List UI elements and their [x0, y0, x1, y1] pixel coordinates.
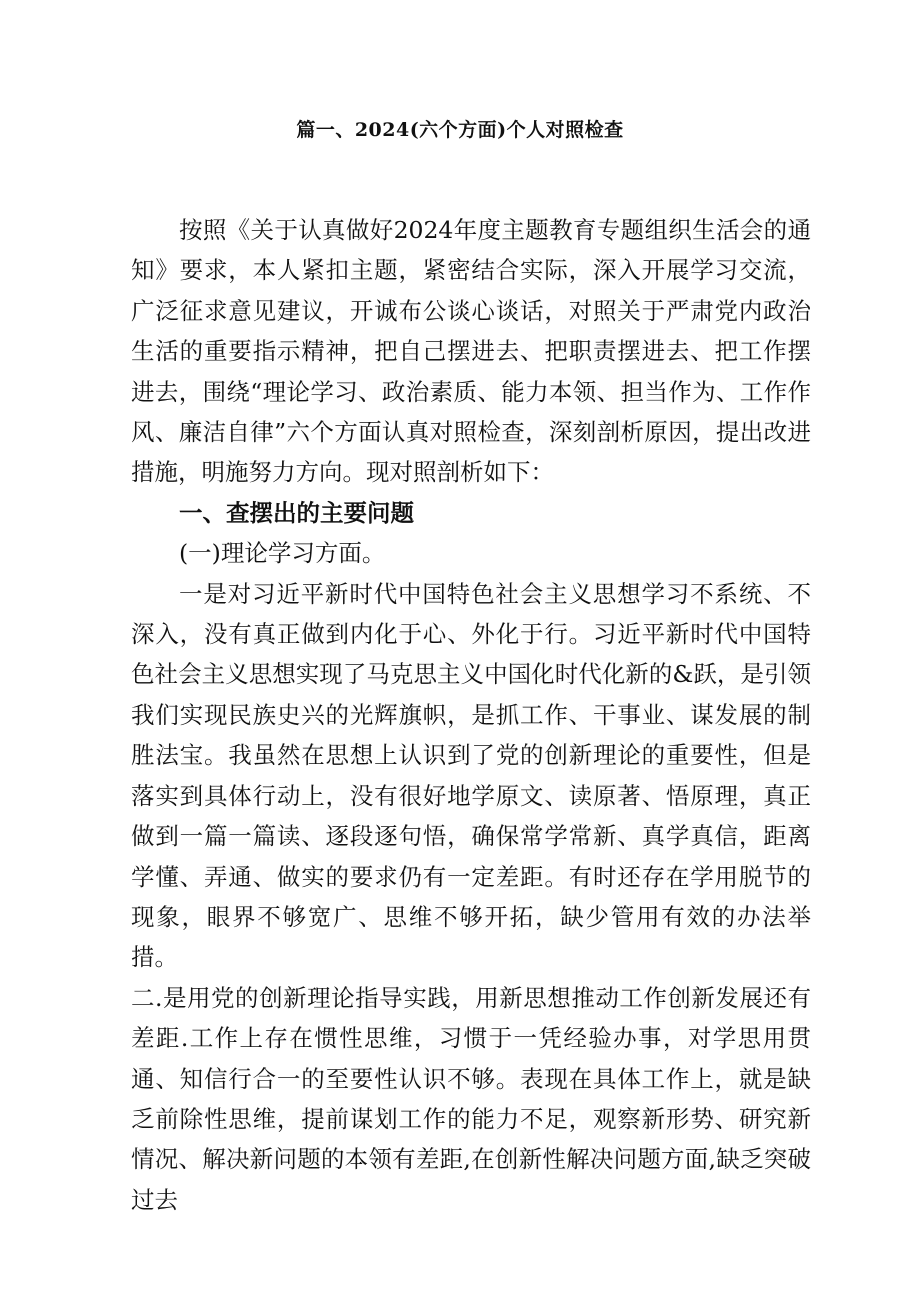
document-title: 篇一、2024(六个方面)个人对照检查	[296, 119, 624, 141]
section-heading: 一、查摆出的主要问题	[179, 498, 414, 527]
intro-paragraph: 按照《关于认真做好2024年度主题教育专题组织生活会的通知》要求，本人紧扣主题，紧密结合实际，深入开展学习交流，广泛征求意见建议，开诚布公谈心谈话，对照关于严肃党内政治生活的重要指示精神，把自己摆进去、把职责摆进去、把工作摆进去，围绕“理论学习、政治素质、能力本领、担当作为、工作作风、廉洁自律”六个方面认真对照检查，深刻剖析原因，提出改进措施，明施努力方向。现对照剖析如下：	[131, 216, 811, 487]
subsection-heading: (一)理论学习方面。	[179, 539, 386, 568]
body-paragraph-2: 二.是用党的创新理论指导实践，用新思想推动工作创新发展还有差距.工作上存在惯性思维，习惯于一凭经验办事，对学思用贯通、知信行合一的至要性认识不够。表现在具体工作上，就是缺乏前除性思维，提前谋划工作的能力不足，观察新形势、研究新情况、解决新问题的本领有差距,在创新性解决问题方面,缺乏突破过去	[131, 983, 811, 1214]
body-paragraph-1: 一是对习近平新时代中国特色社会主义思想学习不系统、不深入，没有真正做到内化于心、外化于行。习近平新时代中国特色社会主义思想实现了马克思主义中国化时代化新的&跃，是引领我们实现民族史兴的光辉旗帜，是抓工作、干事业、谋发展的制胜法宝。我虽然在思想上认识到了党的创新理论的重要性，但是落实到具体行动上，没有很好地学原文、读原著、悟原理，真正做到一篇一篇读、逐段逐句悟，确保常学常新、真学真信，距离学懂、弄通、做实的要求仍有一定差距。有时还存在学用脱节的现象，眼界不够宽广、思维不够开拓，缺少管用有效的办法举措。	[131, 579, 811, 972]
document-body	[131, 210, 811, 1220]
